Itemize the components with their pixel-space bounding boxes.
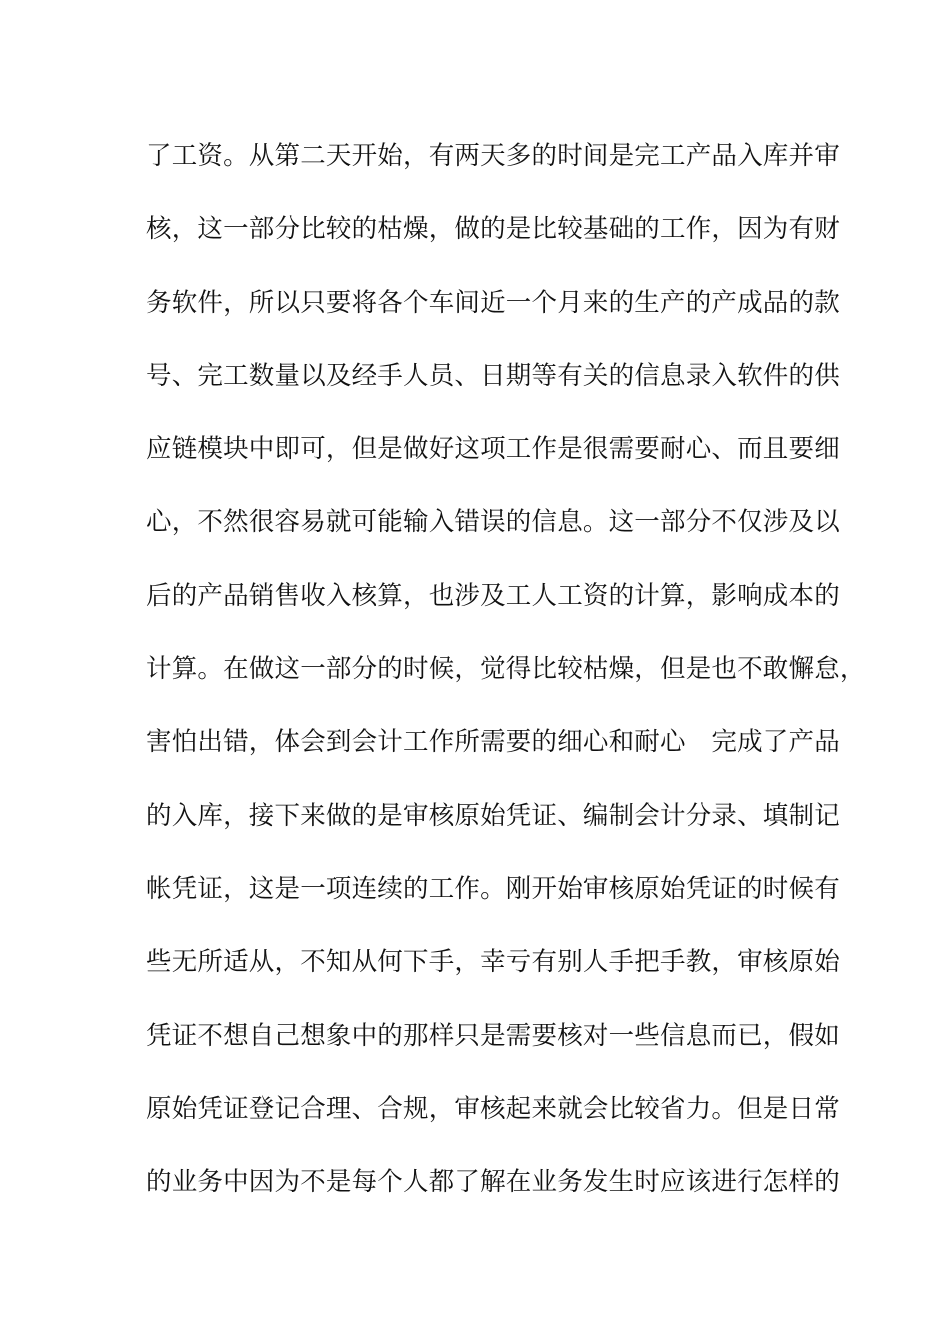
text-line: 应链模块中即可，但是做好这项工作是很需要耐心、而且要细 [146, 434, 840, 465]
text-line: 的业务中因为不是每个人都了解在业务发生时应该进行怎样的 [146, 1167, 840, 1198]
text-line: 的入库，接下来做的是审核原始凭证、编制会计分录、填制记 [146, 800, 840, 831]
text-line: 后的产品销售收入核算，也涉及工人工资的计算，影响成本的 [146, 580, 840, 611]
text-line: 心，不然很容易就可能输入错误的信息。这一部分不仅涉及以 [146, 507, 840, 538]
text-line: 了工资。从第二天开始，有两天多的时间是完工产品入库并审 [146, 141, 840, 171]
text-line: 号、完工数量以及经手人员、日期等有关的信息录入软件的供 [146, 360, 840, 391]
text-line: 凭证不想自己想象中的那样只是需要核对一些信息而已，假如 [146, 1020, 840, 1051]
text-line: 核，这一部分比较的枯燥，做的是比较基础的工作，因为有财 [146, 214, 840, 245]
text-line: 些无所适从，不知从何下手，幸亏有别人手把手教，审核原始 [146, 947, 840, 978]
text-line: 务软件，所以只要将各个车间近一个月来的生产的产成品的款 [146, 287, 840, 318]
text-line: 害怕出错，体会到会计工作所需要的细心和耐心 完成了产品 [146, 727, 840, 758]
text-line: 计算。在做这一部分的时候，觉得比较枯燥，但是也不敢懈怠， [146, 654, 866, 685]
text-line: 原始凭证登记合理、合规，审核起来就会比较省力。但是日常 [146, 1093, 840, 1124]
text-line: 帐凭证，这是一项连续的工作。刚开始审核原始凭证的时候有 [146, 873, 840, 904]
body-text [146, 134, 866, 1233]
